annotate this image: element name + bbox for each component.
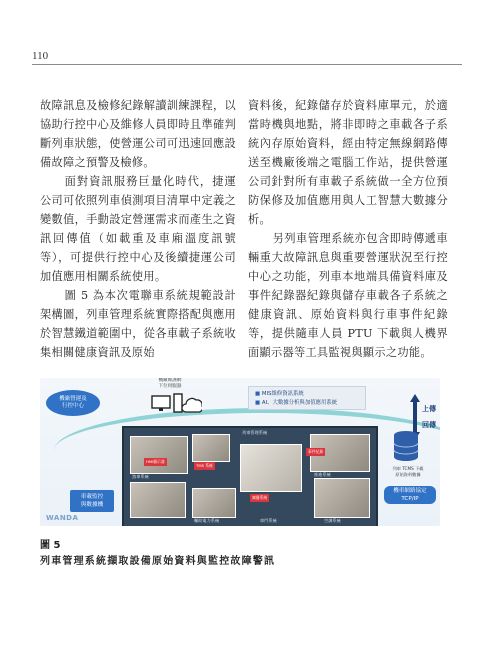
equipment-photo xyxy=(192,434,230,462)
workstation-icon xyxy=(150,390,202,420)
screen-label: 推進系統 xyxy=(314,472,331,477)
ops-center-cloud: 機廠營運及 行控中心 xyxy=(46,390,100,416)
equipment-photo xyxy=(130,482,186,518)
equipment-photo xyxy=(192,488,236,518)
downlink-label: 回傳 xyxy=(422,421,436,429)
screen-label: 車門系統 xyxy=(260,518,277,523)
tag: 事件紀錄 xyxy=(308,449,324,454)
left-column xyxy=(40,96,236,362)
left-paragraph-2: 面對資訊服務巨量化時代，捷運公司可依照列車偵測項目清單中定義之變數值，手動設定營運需求而產生之資訊回傳值（如載重及車廂溫度訊號等），可提供行控中心及後續捷運公司加值應用相關系統使用。 xyxy=(40,175,236,283)
database-label: 列車 TCMS 下載 原始資料數據 xyxy=(392,466,424,477)
page-number: 110 xyxy=(32,50,49,62)
right-paragraph-2: 另列車管理系統亦包含即時傳遞車輛重大故障訊息與重要營運狀況至行控中心之功能，列車本地端具備資料庫及事件紀錄器紀錄與儲存車載各子系統之健康資訊、原始資料與行車事件紀錄等，提供隨車人員 PTU 下載與人機界面顯示器等工具監視與顯示之功能。 xyxy=(248,232,448,359)
equipment-photo xyxy=(314,478,370,518)
right-paragraph-1: 資料後，紀錄儲存於資料庫單元，於適當時機與地點，將非即時之車載各子系統內存原始資料，經由特定無線網路傳送至機廠後端之電腦工作站，提供營運公司針對所有車載子系統做一全方位預防保修及加值應用與人工智慧大數據分析。 xyxy=(248,99,448,226)
right-column xyxy=(248,96,448,362)
tcms-screen xyxy=(122,426,378,526)
equipment-photo xyxy=(130,436,188,474)
screen-label: 空調系統 xyxy=(324,518,341,523)
tag: HMI顯示器 xyxy=(146,459,165,464)
tcpip-box: 機車網路協定 TCP/IP xyxy=(384,486,436,504)
mis-item-2: ■ AI、大數據分析與加值應用系統 xyxy=(255,400,338,406)
station-label: 機廠維護網 下位伺服器 xyxy=(158,378,182,389)
mis-item-1: ■ MIS維修資訊系統 xyxy=(255,391,304,397)
figure-caption-title: 列車管理系統擷取設備原始資料與監控故障警訊 xyxy=(40,556,276,567)
figure-caption-number: 圖 5 xyxy=(40,540,61,551)
wanda-label: WANDA xyxy=(46,514,79,522)
left-paragraph-3: 圖 5 為本次電聯車系統規範設計架構圖，列車管理系統實際搭配與應用於智慧鐵道範圍中，從各車載子系統收集相關健康資訊及原始 xyxy=(40,289,236,359)
train-car-photo xyxy=(240,444,302,492)
onboard-monitor-box: 車載監控 與數據機 xyxy=(70,490,114,512)
uplink-label: 上傳 xyxy=(422,405,436,413)
screen-label: 輔助電力系統 xyxy=(194,518,220,523)
screen-label: 列車管理系統 xyxy=(242,430,268,435)
figure-5-diagram xyxy=(40,378,440,526)
left-paragraph-1: 故障訊息及檢修紀錄解讀訓練課程，以協助行控中心及維修人員即時且準確判斷列車狀態，使營運公司可迅速回應設備故障之預警及檢修。 xyxy=(40,99,236,169)
mis-panel xyxy=(248,386,366,410)
database-icon xyxy=(392,430,420,464)
tag: 廣播系統 xyxy=(252,495,268,500)
screen-label: 煞車系統 xyxy=(132,474,149,479)
header-rule xyxy=(32,64,462,65)
tag: TMS 系統 xyxy=(196,463,213,468)
